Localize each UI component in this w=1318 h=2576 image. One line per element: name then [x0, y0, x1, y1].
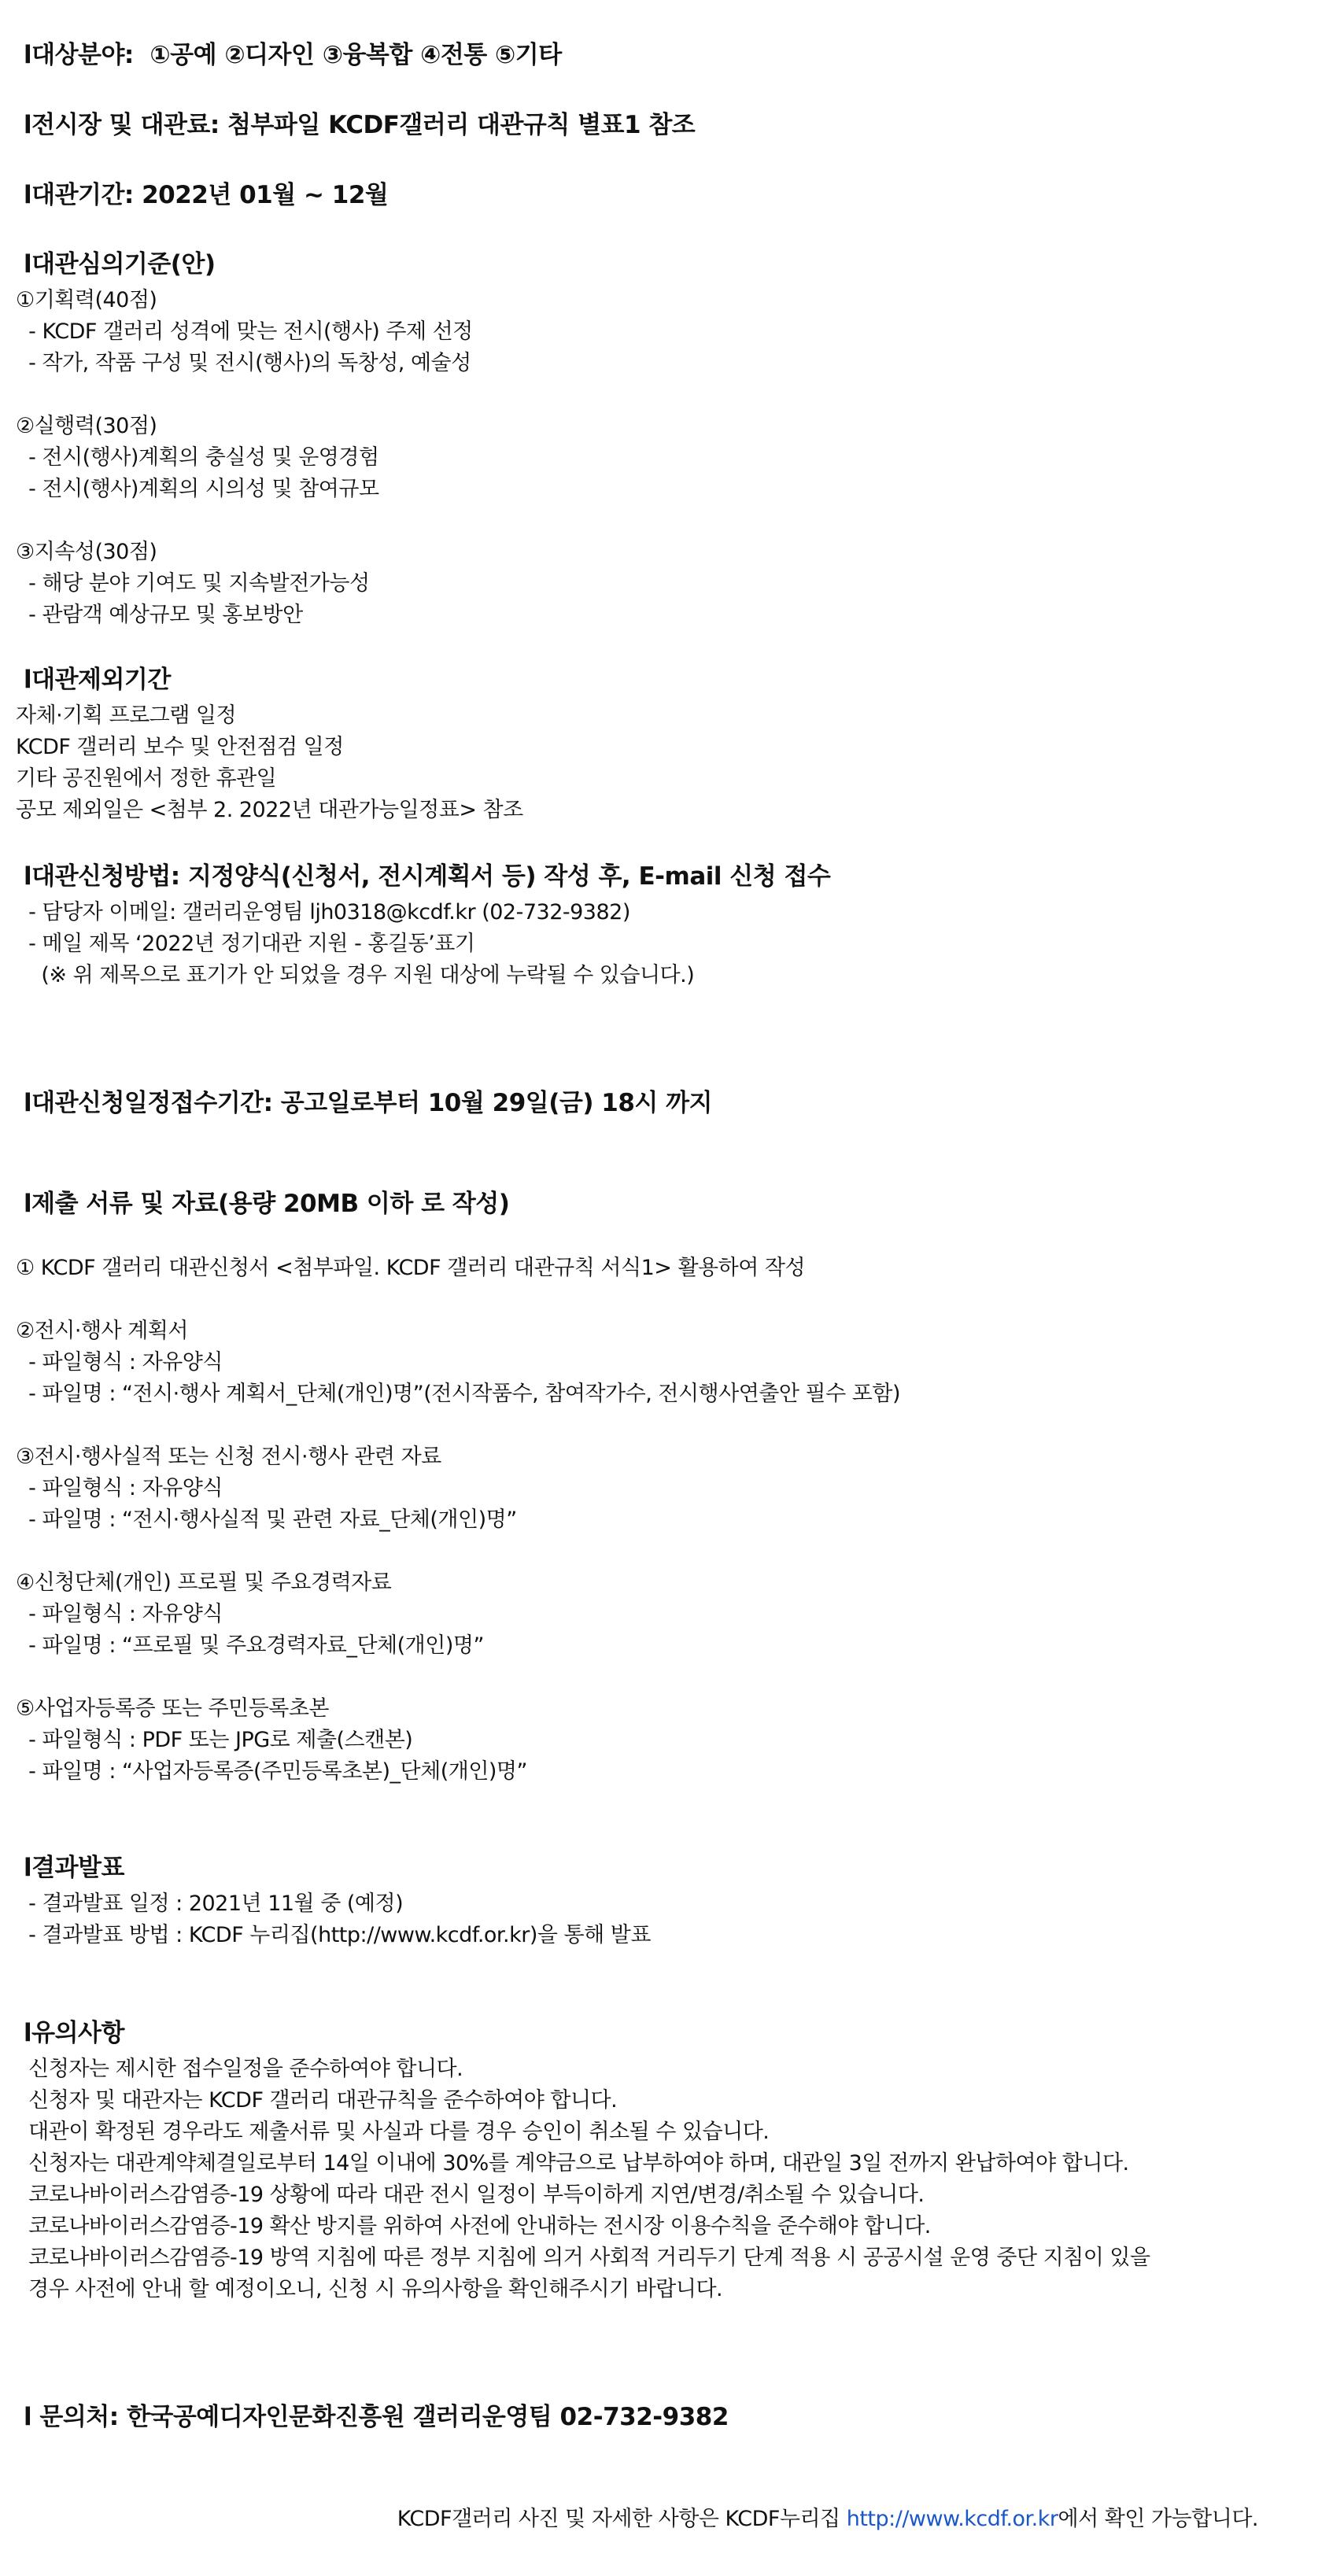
notes-line: 경우 사전에 안내 할 예정이오니, 신청 시 유의사항을 확인해주시기 바랍니다. [16, 2277, 723, 2301]
documents-line: - 파일명 : “전시·행사실적 및 관련 자료_단체(개인)명” [16, 1508, 517, 1532]
documents-line: - 파일명 : “전시·행사 계획서_단체(개인)명”(전시작품수, 참여작가수, 전시행사연출안 필수 포함) [16, 1382, 900, 1406]
criteria-line: - 작가, 작품 구성 및 전시(행사)의 독창성, 예술성 [16, 351, 471, 375]
notes-line: 코로나바이러스감염증-19 확산 방지를 위하여 사전에 안내하는 전시장 이용수칙을 준수해야 합니다. [16, 2214, 931, 2238]
criteria-line: - 관람객 예상규모 및 홍보방안 [16, 603, 303, 627]
notes-line: 코로나바이러스감염증-19 상황에 따라 대관 전시 일정이 부득이하게 지연/변경/취소될 수 있습니다. [16, 2183, 925, 2207]
documents-line: - 파일형식 : 자유양식 [16, 1350, 223, 1375]
application-line: - 담당자 이메일: 갤러리운영팀 ljh0318@kcdf.kr (02-732-9382) [16, 900, 630, 924]
application-line: - 메일 제목 ‘2022년 정기대관 지원 - 홍길동’표기 [16, 932, 475, 956]
documents-line: - 파일명 : “프로필 및 주요경력자료_단체(개인)명” [16, 1633, 484, 1658]
notes-line: 신청자는 대관계약체결일로부터 14일 이내에 30%를 계약금으로 납부하여야 하며, 대관일 3일 전까지 완납하여야 합니다. [16, 2151, 1129, 2176]
rental-period-heading: l대관기간: 2022년 01월 ~ 12월 [24, 181, 389, 209]
documents-line: ②전시·행사 계획서 [16, 1319, 188, 1343]
criteria-line: - KCDF 갤러리 성격에 맞는 전시(행사) 주제 선정 [16, 319, 473, 344]
footer-note [397, 2504, 1258, 2535]
notes-heading: l유의사항 [24, 2019, 124, 2047]
criteria-line: - 전시(행사)계획의 충실성 및 운영경험 [16, 445, 379, 470]
criteria-line: ①기획력(40점) [16, 288, 157, 312]
venue-fee-heading: l전시장 및 대관료: 첨부파일 KCDF갤러리 대관규칙 별표1 참조 [24, 111, 696, 139]
documents-line: - 파일명 : “사업자등록증(주민등록초본)_단체(개인)명” [16, 1759, 528, 1784]
excluded-line: KCDF 갤러리 보수 및 안전점검 일정 [16, 735, 344, 759]
criteria-line: - 해당 분야 기여도 및 지속발전가능성 [16, 571, 370, 596]
criteria-line: ③지속성(30점) [16, 540, 157, 564]
excluded-line: 공모 제외일은 <첨부 2. 2022년 대관가능일정표> 참조 [16, 798, 523, 822]
documents-line: ① KCDF 갤러리 대관신청서 <첨부파일. KCDF 갤러리 대관규칙 서식1> 활용하여 작성 [16, 1256, 806, 1280]
results-heading: l결과발표 [24, 1854, 124, 1882]
notes-line: 코로나바이러스감염증-19 방역 지침에 따른 정부 지침에 의거 사회적 거리두기 단계 적용 시 공공시설 운영 중단 지침이 있을 [16, 2246, 1150, 2270]
notes-line: 신청자는 제시한 접수일정을 준수하여야 합니다. [16, 2057, 463, 2081]
documents-line: - 파일형식 : PDF 또는 JPG로 제출(스캔본) [16, 1728, 413, 1752]
review-criteria-heading: l대관심의기준(안) [24, 250, 216, 279]
schedule-heading: l대관신청일정접수기간: 공고일로부터 10월 29일(금) 18시 까지 [24, 1089, 713, 1117]
documents-heading: l제출 서류 및 자료(용량 20MB 이하 로 작성) [24, 1190, 510, 1218]
notes-line: 대관이 확정된 경우라도 제출서류 및 사실과 다를 경우 승인이 취소될 수 있습니다. [16, 2120, 770, 2144]
results-line: - 결과발표 방법 : KCDF 누리집(http://www.kcdf.or.kr)을 통해 발표 [16, 1923, 651, 1947]
kcdf-website-link[interactable]: http://www.kcdf.or.kr [846, 2507, 1058, 2531]
contact-heading: l 문의처: 한국공예디자인문화진흥원 갤러리운영팀 02-732-9382 [24, 2403, 729, 2431]
excluded-line: 자체·기획 프로그램 일정 [16, 703, 237, 728]
excluded-line: 기타 공진원에서 정한 휴관일 [16, 766, 277, 791]
notes-line: 신청자 및 대관자는 KCDF 갤러리 대관규칙을 준수하여야 합니다. [16, 2088, 618, 2113]
criteria-line: - 전시(행사)계획의 시의성 및 참여규모 [16, 477, 379, 501]
criteria-line: ②실행력(30점) [16, 414, 157, 438]
footer-text-before: KCDF갤러리 사진 및 자세한 사항은 KCDF누리집 [397, 2507, 847, 2531]
documents-line: - 파일형식 : 자유양식 [16, 1476, 223, 1500]
results-line: - 결과발표 일정 : 2021년 11월 중 (예정) [16, 1891, 404, 1916]
documents-line: ④신청단체(개인) 프로필 및 주요경력자료 [16, 1570, 392, 1595]
documents-line: ③전시·행사실적 또는 신청 전시·행사 관련 자료 [16, 1445, 441, 1469]
documents-line: - 파일형식 : 자유양식 [16, 1602, 223, 1626]
application-line: (※ 위 제목으로 표기가 안 되었을 경우 지원 대상에 누락될 수 있습니다.) [16, 963, 695, 987]
excluded-period-heading: l대관제외기간 [24, 666, 171, 694]
application-method-heading: l대관신청방법: 지정양식(신청서, 전시계획서 등) 작성 후, E-mail 신청 접수 [24, 862, 831, 891]
footer-text-after: 에서 확인 가능합니다. [1058, 2507, 1258, 2531]
documents-line: ⑤사업자등록증 또는 주민등록초본 [16, 1696, 330, 1721]
target-field-heading: l대상분야: ①공예 ②디자인 ③융복합 ④전통 ⑤기타 [24, 41, 562, 69]
